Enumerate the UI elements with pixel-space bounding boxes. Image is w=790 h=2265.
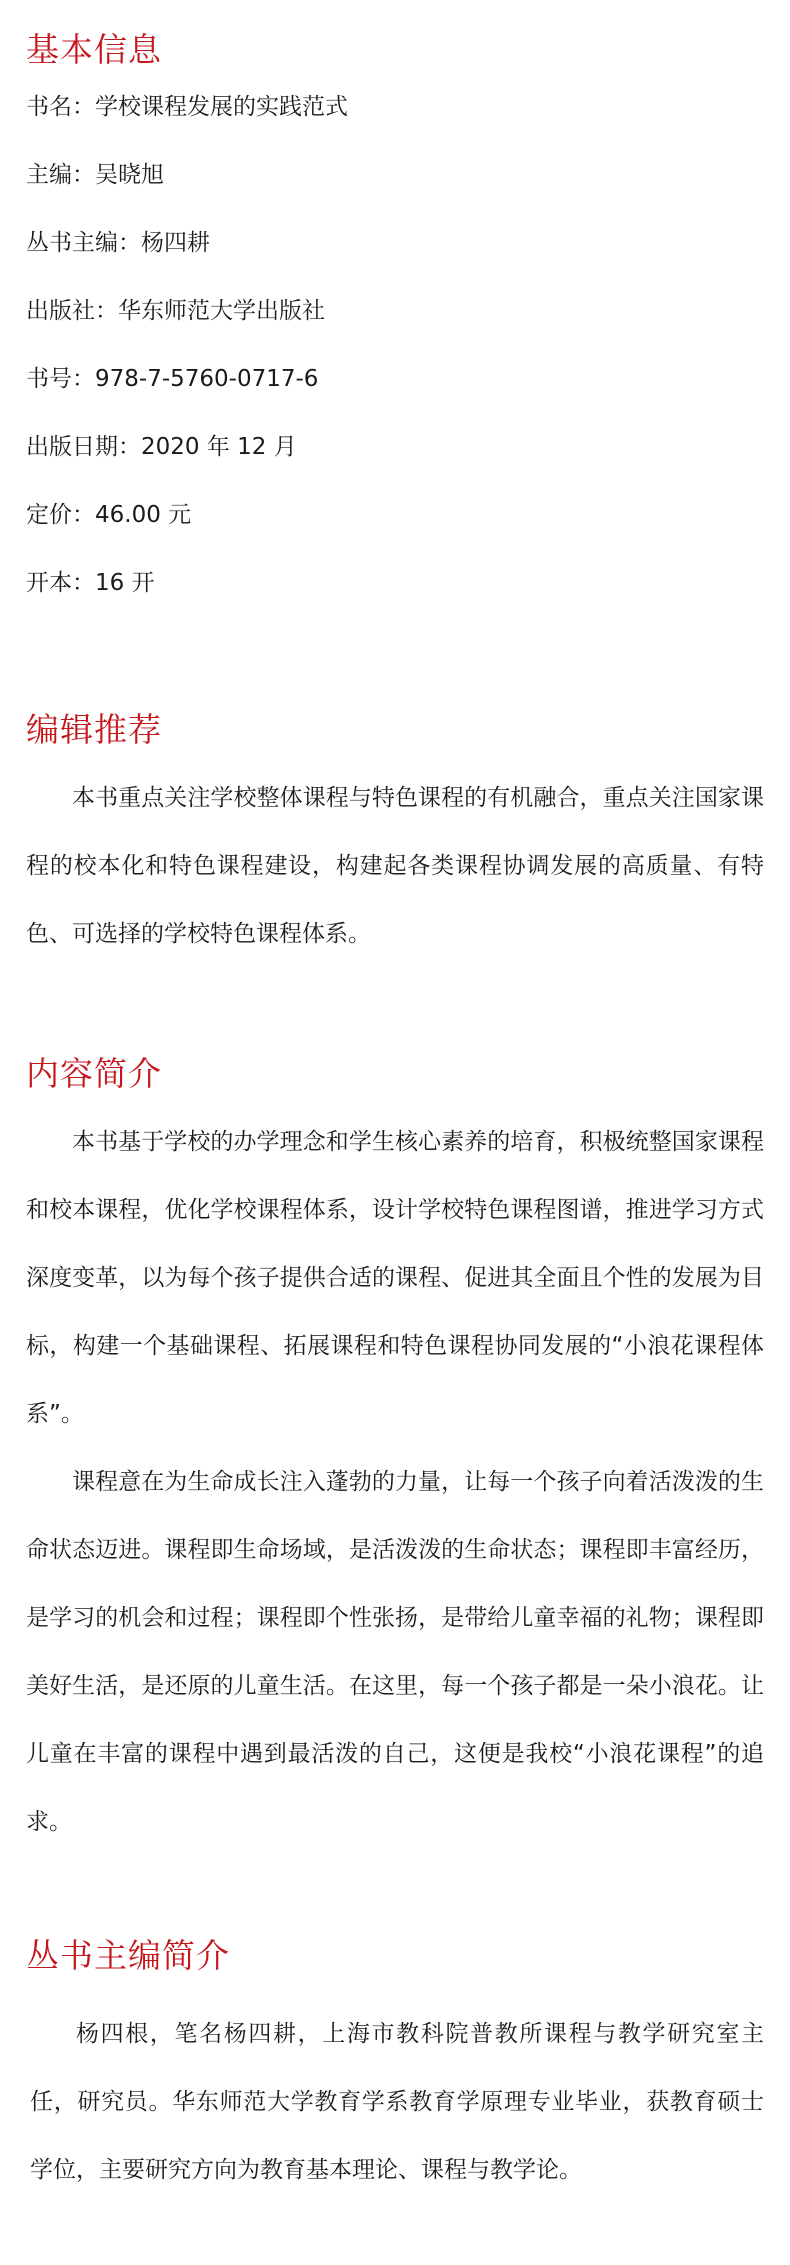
content-summary-paragraph-1: 本书基于学校的办学理念和学生核心素养的培育，积极统整国家课程和校本课程，优化学校课程体系，设计学校特色课程图谱，推进学习方式深度变革，以为每个孩子提供合适的课程、促进其全面且个性的发展为目标，构建一个基础课程、拓展课程和特色课程协同发展的“小浪花课程体系”。 bbox=[26, 1129, 764, 1427]
series-editor-section bbox=[26, 1934, 764, 2204]
isbn-line: 书号：978-7-5760-0717-6 bbox=[26, 366, 319, 392]
format-line: 开本：16 开 bbox=[26, 570, 155, 596]
editor-recommendation-heading: 编辑推荐 bbox=[26, 710, 162, 749]
price-line: 定价：46.00 元 bbox=[26, 502, 192, 528]
series-editor-heading: 丛书主编简介 bbox=[26, 1936, 230, 1975]
basic-info-heading: 基本信息 bbox=[26, 30, 162, 69]
editor-recommendation-paragraph: 本书重点关注学校整体课程与特色课程的有机融合，重点关注国家课程的校本化和特色课程建设，构建起各类课程协调发展的高质量、有特色、可选择的学校特色课程体系。 bbox=[26, 785, 764, 947]
series-editor-paragraph: 杨四根，笔名杨四耕，上海市教科院普教所课程与教学研究室主任，研究员。华东师范大学教育学系教育学原理专业毕业，获教育硕士学位，主要研究方向为教育基本理论、课程与教学论。 bbox=[30, 2021, 764, 2183]
book-title-line: 书名：学校课程发展的实践范式 bbox=[26, 94, 348, 120]
content-summary-heading: 内容简介 bbox=[26, 1054, 162, 1093]
basic-info-section bbox=[26, 28, 764, 636]
content-summary-paragraph-2: 课程意在为生命成长注入蓬勃的力量，让每一个孩子向着活泼泼的生命状态迈进。课程即生命场域，是活泼泼的生命状态；课程即丰富经历，是学习的机会和过程；课程即个性张扬，是带给儿童幸福的礼物；课程即美好生活，是还原的儿童生活。在这里，每一个孩子都是一朵小浪花。让儿童在丰富的课程中遇到最活泼的自己，这便是我校“小浪花课程”的追求。 bbox=[26, 1469, 764, 1835]
chief-editor-line: 主编：吴晓旭 bbox=[26, 162, 164, 188]
publisher-line: 出版社：华东师范大学出版社 bbox=[26, 298, 325, 324]
editor-recommendation-section bbox=[26, 708, 764, 968]
series-editor-line: 丛书主编：杨四耕 bbox=[26, 230, 210, 256]
publish-date-line: 出版日期：2020 年 12 月 bbox=[26, 434, 297, 460]
content-summary-section bbox=[26, 1052, 764, 1856]
